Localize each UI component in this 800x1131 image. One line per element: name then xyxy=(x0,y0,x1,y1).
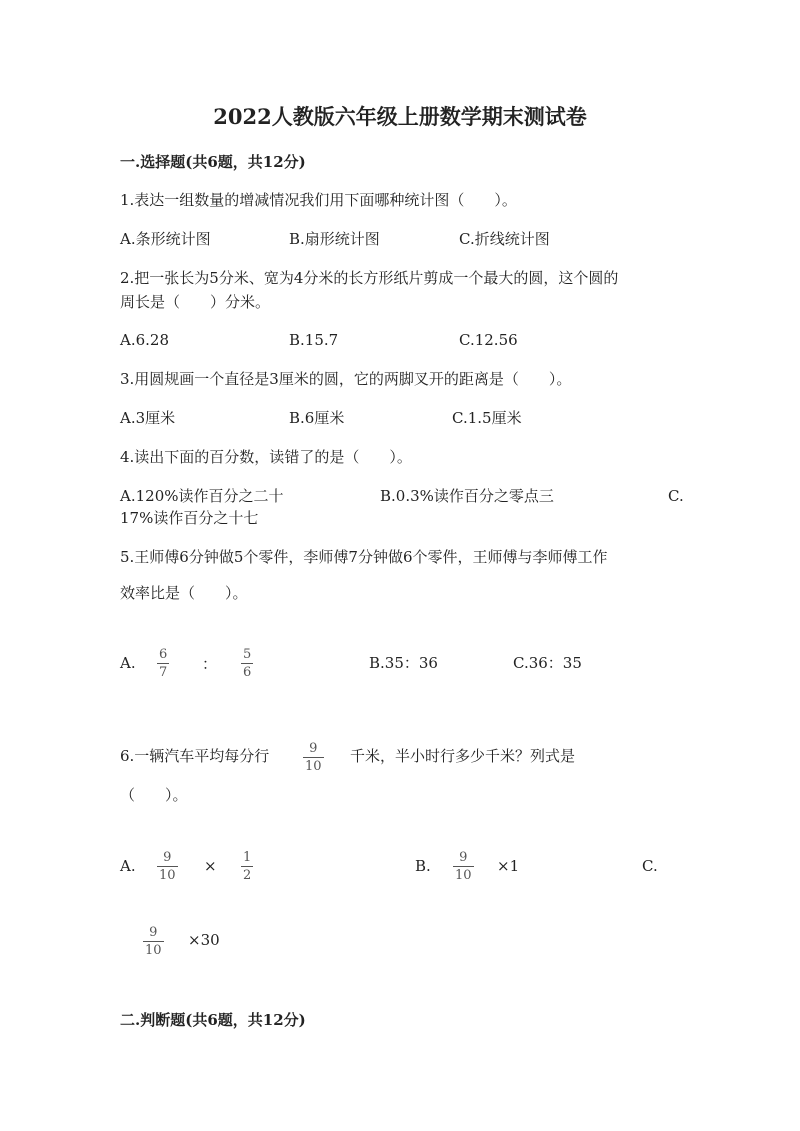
fraction-denominator: 2 xyxy=(243,868,252,883)
question-6-option-a-label[interactable]: A. xyxy=(120,857,136,875)
question-2-option-c[interactable]: C.12.56 xyxy=(459,331,518,349)
question-3-option-a[interactable]: A.3厘米 xyxy=(120,409,176,427)
question-6-stem-part2: 千米，半小时行多少千米？列式是 xyxy=(350,747,576,765)
fraction-bar xyxy=(303,757,324,758)
question-4-option-c-text: 17%读作百分之十七 xyxy=(120,509,259,527)
question-2-option-a[interactable]: A.6.28 xyxy=(120,331,169,349)
fraction-numerator: 9 xyxy=(163,850,172,865)
question-6-option-b-operator: ×1 xyxy=(497,857,520,875)
fraction-denominator: 10 xyxy=(305,759,322,774)
question-1-stem: 1.表达一组数量的增减情况我们用下面哪种统计图（ ）。 xyxy=(120,191,517,209)
section-heading-judgment: 二.判断题(共6题，共12分) xyxy=(120,1011,306,1029)
question-5-option-b[interactable]: B.35：36 xyxy=(369,654,438,672)
fraction-numerator: 9 xyxy=(309,741,318,756)
question-5-option-a-colon: ： xyxy=(202,655,218,673)
fraction-bar xyxy=(157,866,178,867)
fraction-denominator: 10 xyxy=(455,868,472,883)
question-5-option-c[interactable]: C.36：35 xyxy=(513,654,582,672)
question-4-option-a[interactable]: A.120%读作百分之二十 xyxy=(120,487,284,505)
question-6-stem-fraction xyxy=(303,741,324,774)
question-1-option-c[interactable]: C.折线统计图 xyxy=(459,230,550,248)
page-title: 2022人教版六年级上册数学期末测试卷 xyxy=(213,104,587,129)
question-2-option-b[interactable]: B.15.7 xyxy=(289,331,339,349)
question-4-option-c-label[interactable]: C. xyxy=(668,487,684,505)
fraction-numerator: 6 xyxy=(159,647,168,662)
question-3-stem: 3.用圆规画一个直径是3厘米的圆，它的两脚叉开的距离是（ ）。 xyxy=(120,370,572,388)
question-4-stem: 4.读出下面的百分数，读错了的是（ ）。 xyxy=(120,448,412,466)
fraction-denominator: 10 xyxy=(145,943,162,958)
fraction-numerator: 5 xyxy=(243,647,252,662)
fraction-denominator: 6 xyxy=(243,665,252,680)
question-1-option-b[interactable]: B.扇形统计图 xyxy=(289,230,380,248)
question-1-option-a[interactable]: A.条形统计图 xyxy=(120,230,211,248)
question-6-stem-line2: （ ）。 xyxy=(120,786,188,804)
question-2-stem-line1: 2.把一张长为5分米、宽为4分米的长方形纸片剪成一个最大的圆，这个圆的 xyxy=(120,269,619,287)
question-3-option-c[interactable]: C.1.5厘米 xyxy=(452,409,522,427)
question-5-option-a-fraction-1 xyxy=(157,647,169,680)
question-4-option-b[interactable]: B.0.3%读作百分之零点三 xyxy=(380,487,554,505)
fraction-numerator: 9 xyxy=(459,850,468,865)
section-heading-choice: 一.选择题(共6题，共12分) xyxy=(120,153,306,171)
question-6-option-c-operator: ×30 xyxy=(188,931,220,949)
question-5-stem-line1: 5.王师傅6分钟做5个零件，李师傅7分钟做6个零件，王师傅与李师傅工作 xyxy=(120,548,608,566)
question-6-option-b-fraction xyxy=(453,850,474,883)
fraction-bar xyxy=(241,663,253,664)
question-6-option-a-fraction-1 xyxy=(157,850,178,883)
question-2-stem-line2: 周长是（ ）分米。 xyxy=(120,293,271,311)
question-5-option-a-label[interactable]: A. xyxy=(120,654,136,672)
question-6-option-b-label[interactable]: B. xyxy=(415,857,431,875)
question-6-option-a-fraction-2 xyxy=(241,850,253,883)
fraction-denominator: 10 xyxy=(159,868,176,883)
question-5-stem-line2: 效率比是（ ）。 xyxy=(120,584,248,602)
question-5-option-a-fraction-2 xyxy=(241,647,253,680)
question-6-option-a-operator: × xyxy=(204,857,217,875)
question-6-option-c-fraction xyxy=(143,925,164,958)
fraction-denominator: 7 xyxy=(159,665,168,680)
fraction-numerator: 9 xyxy=(149,925,158,940)
fraction-numerator: 1 xyxy=(243,850,252,865)
fraction-bar xyxy=(241,866,253,867)
fraction-bar xyxy=(453,866,474,867)
question-6-option-c-label[interactable]: C. xyxy=(642,857,658,875)
fraction-bar xyxy=(143,941,164,942)
question-6-stem-part1: 6.一辆汽车平均每分行 xyxy=(120,747,270,765)
question-3-option-b[interactable]: B.6厘米 xyxy=(289,409,345,427)
fraction-bar xyxy=(157,663,169,664)
